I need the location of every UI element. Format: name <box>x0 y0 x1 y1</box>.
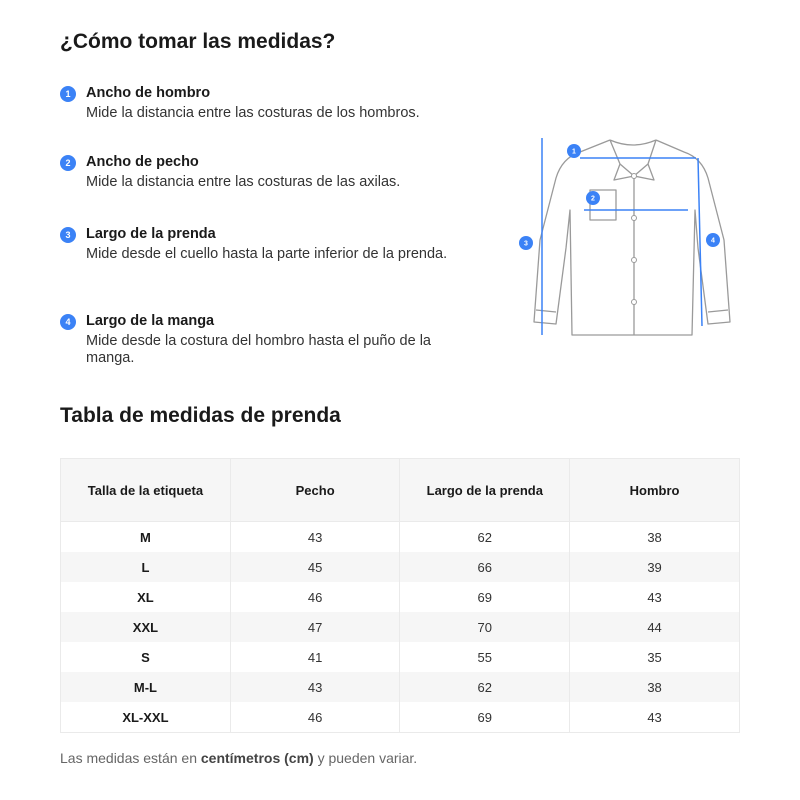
shirt-cuff-left <box>536 310 556 312</box>
column-header-shoulder: Hombro <box>570 459 740 522</box>
size-label-cell: M-L <box>61 672 231 702</box>
shoulder-cell: 43 <box>570 702 740 733</box>
column-header-chest: Pecho <box>230 459 400 522</box>
step-description: Mide la distancia entre las costuras de los hombros. <box>86 105 420 121</box>
shirt-cuff-right <box>708 310 728 312</box>
length-cell: 69 <box>400 702 570 733</box>
button-2 <box>632 216 637 221</box>
table-row <box>61 522 740 553</box>
marker-1-label: 1 <box>572 148 576 156</box>
marker-3-label: 3 <box>524 240 528 248</box>
shirt-measurement-diagram <box>510 130 740 345</box>
measurement-lines <box>542 138 702 335</box>
units-note-suffix: y pueden variar. <box>313 750 418 766</box>
size-label-cell: XXL <box>61 612 231 642</box>
step-shoulder-width <box>60 84 420 122</box>
size-label-cell: XL-XXL <box>61 702 231 733</box>
length-cell: 66 <box>400 552 570 582</box>
chest-cell: 41 <box>230 642 400 672</box>
step-number-badge: 3 <box>60 227 76 243</box>
size-label-cell: M <box>61 522 231 553</box>
chest-cell: 43 <box>230 672 400 702</box>
step-number-badge: 1 <box>60 86 76 102</box>
size-label-cell: L <box>61 552 231 582</box>
table-row <box>61 582 740 612</box>
step-title: Ancho de hombro <box>86 85 211 101</box>
units-note-prefix: Las medidas están en <box>60 750 201 766</box>
sleeve-length-line <box>698 158 702 326</box>
table-row <box>61 552 740 582</box>
table-row <box>61 702 740 733</box>
step-number-badge: 2 <box>60 155 76 171</box>
table-row <box>61 612 740 642</box>
diagram-markers <box>519 144 720 250</box>
step-description: Mide desde el cuello hasta la parte inferior de la prenda. <box>86 246 448 262</box>
step-garment-length <box>60 225 466 263</box>
button-4 <box>632 300 637 305</box>
step-description: Mide desde la costura del hombro hasta el puño de la manga. <box>86 333 431 366</box>
table-row <box>61 642 740 672</box>
size-label-cell: S <box>61 642 231 672</box>
shoulder-cell: 43 <box>570 582 740 612</box>
marker-2-label: 2 <box>591 195 595 203</box>
button-3 <box>632 258 637 263</box>
step-sleeve-length <box>60 312 466 367</box>
shoulder-cell: 38 <box>570 672 740 702</box>
step-title: Ancho de pecho <box>86 154 199 170</box>
step-title: Largo de la manga <box>86 313 215 329</box>
shoulder-cell: 35 <box>570 642 740 672</box>
howto-title: ¿Cómo tomar las medidas? <box>60 30 336 53</box>
chest-cell: 43 <box>230 522 400 553</box>
length-cell: 55 <box>400 642 570 672</box>
table-row <box>61 672 740 702</box>
shoulder-cell: 38 <box>570 522 740 553</box>
length-cell: 62 <box>400 672 570 702</box>
chest-cell: 45 <box>230 552 400 582</box>
button-1 <box>632 174 637 179</box>
size-table <box>60 458 740 733</box>
length-cell: 69 <box>400 582 570 612</box>
chest-cell: 47 <box>230 612 400 642</box>
units-note <box>60 750 417 766</box>
shoulder-cell: 39 <box>570 552 740 582</box>
size-table-title: Tabla de medidas de prenda <box>60 404 341 427</box>
size-label-cell: XL <box>61 582 231 612</box>
length-cell: 62 <box>400 522 570 553</box>
column-header-length: Largo de la prenda <box>400 459 570 522</box>
step-chest-width <box>60 153 400 191</box>
marker-4-label: 4 <box>711 237 715 245</box>
units-note-bold: centímetros (cm) <box>200 750 314 766</box>
step-number-badge: 4 <box>60 314 76 330</box>
shoulder-cell: 44 <box>570 612 740 642</box>
length-cell: 70 <box>400 612 570 642</box>
column-header-size: Talla de la etiqueta <box>61 459 231 522</box>
step-description: Mide la distancia entre las costuras de las axilas. <box>86 174 401 190</box>
table-header-row <box>61 459 740 522</box>
chest-cell: 46 <box>230 582 400 612</box>
step-title: Largo de la prenda <box>86 226 216 242</box>
chest-cell: 46 <box>230 702 400 733</box>
